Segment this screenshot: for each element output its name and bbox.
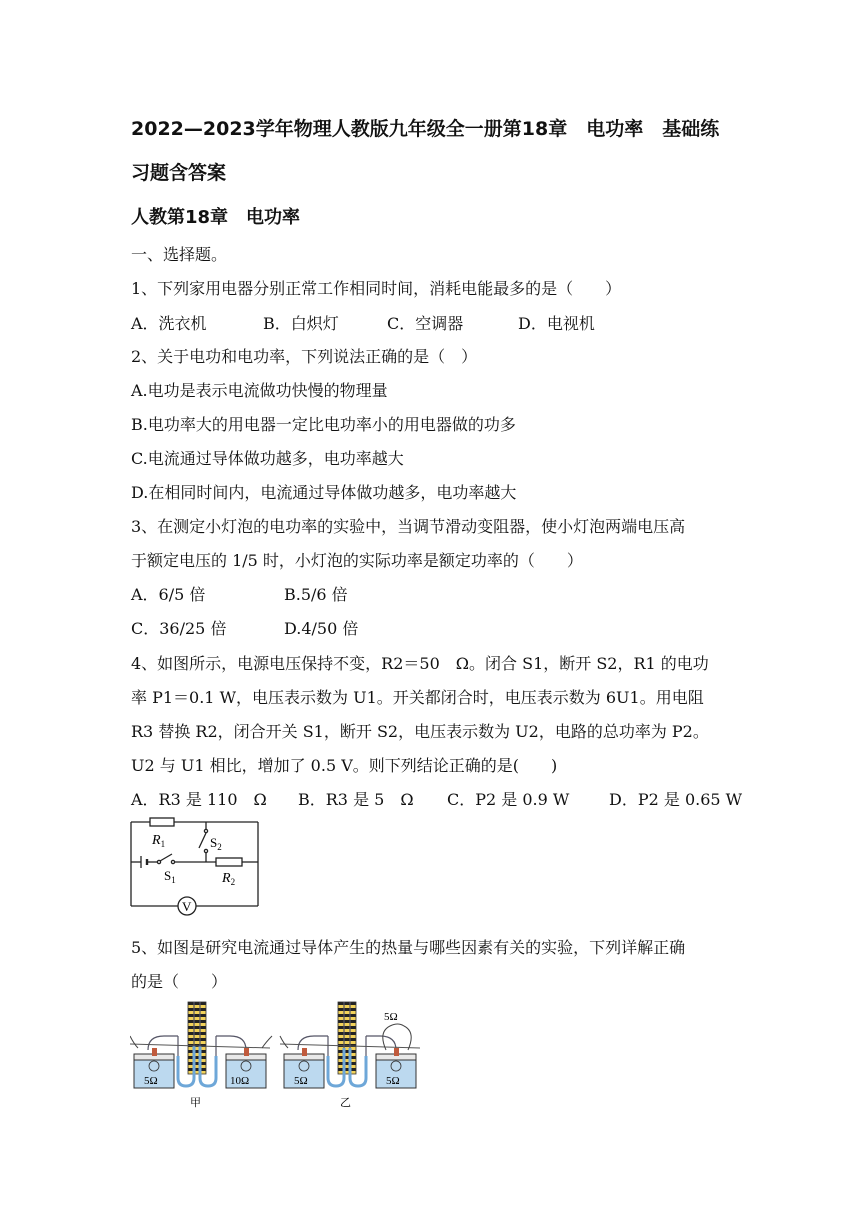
q4-stem-line-2: 率 P1＝0.1 W，电压表示数为 U1。开关都闭合时，电压表示数为 6U1。用电阻 (131, 688, 704, 707)
setup-a-label: 甲 (190, 1097, 201, 1108)
q1-stem: 1、下列家用电器分别正常工作相同时间，消耗电能最多的是（ ） (131, 279, 622, 298)
q2-option-b: B.电功率大的用电器一定比电功率小的用电器做的功多 (131, 415, 516, 434)
q2-option-d: D.在相同时间内，电流通过导体做功越多，电功率越大 (131, 483, 517, 502)
battery-symbol (141, 856, 147, 868)
setup-a (130, 1002, 272, 1108)
q3-stem-line-2: 于额定电压的 1/5 时，小灯泡的实际功率是额定功率的（ ） (131, 551, 583, 570)
q5-experiment-figure (130, 996, 420, 1108)
s1-label: $S_1$ (164, 868, 176, 885)
q4-circuit-diagram (126, 816, 266, 916)
q2-option-c: C.电流通过导体做功越多，电功率越大 (131, 449, 404, 468)
document-title-line-1: 2022—2023学年物理人教版九年级全一册第18章 电功率 基础练 (131, 118, 720, 140)
q3-option-c: C．36/25 倍 (131, 619, 227, 638)
q2-option-a: A.电功是表示电流做功快慢的物理量 (131, 381, 388, 400)
q5-stem-line-1: 5、如图是研究电流通过导体产生的热量与哪些因素有关的实验，下列详解正确 (131, 938, 686, 957)
q2-stem: 2、关于电功和电功率，下列说法正确的是（ ） (131, 347, 478, 366)
q4-option-d: D．P2 是 0.65 W (609, 790, 743, 809)
q4-option-b: B．R3 是 5 Ω (298, 790, 414, 809)
section-heading: 一、选择题。 (131, 245, 228, 264)
setup-a-right-resistor: 10Ω (230, 1075, 250, 1087)
setup-b-top-resistor: 5Ω (384, 1011, 398, 1023)
q5-stem-line-2: 的是（ ） (131, 972, 228, 991)
switch-s1 (157, 854, 174, 864)
setup-b-label: 乙 (340, 1097, 351, 1108)
q1-option-d: D．电视机 (518, 314, 595, 333)
setup-b-left-resistor: 5Ω (294, 1075, 308, 1087)
q1-option-a: A．洗衣机 (131, 314, 207, 333)
q1-option-b: B．白炽灯 (263, 314, 339, 333)
q4-option-a: A．R3 是 110 Ω (131, 790, 267, 809)
setup-b-right-resistor: 5Ω (386, 1075, 400, 1087)
s2-label: $S_2$ (210, 835, 222, 852)
document-title-line-2: 习题含答案 (131, 162, 227, 184)
q3-option-d: D.4/50 倍 (284, 619, 359, 638)
chapter-heading: 人教第18章 电功率 (131, 207, 301, 228)
q3-option-a: A．6/5 倍 (131, 585, 206, 604)
setup-a-left-resistor: 5Ω (144, 1075, 158, 1087)
q3-stem-line-1: 3、在测定小灯泡的电功率的实验中，当调节滑动变阻器，使小灯泡两端电压高 (131, 517, 686, 536)
r2-label: $R_2$ (222, 871, 236, 887)
q3-option-b: B.5/6 倍 (284, 585, 348, 604)
setup-b (280, 1002, 420, 1108)
resistor-r2 (216, 858, 242, 866)
q4-option-c: C．P2 是 0.9 W (447, 790, 570, 809)
q4-stem-line-4: U2 与 U1 相比，增加了 0.5 V。则下列结论正确的是( ) (131, 756, 558, 775)
q4-stem-line-1: 4、如图所示，电源电压保持不变，R2＝50 Ω。闭合 S1，断开 S2，R1 的电功 (131, 654, 709, 673)
r1-label: $R_1$ (152, 833, 166, 849)
resistor-r1 (150, 818, 174, 826)
q4-stem-line-3: R3 替换 R2，闭合开关 S1，断开 S2，电压表示数为 U2，电路的总功率为 P2。 (131, 722, 709, 741)
q1-option-c: C．空调器 (387, 314, 464, 333)
switch-s2 (199, 829, 208, 852)
voltmeter-label: V (182, 899, 192, 914)
